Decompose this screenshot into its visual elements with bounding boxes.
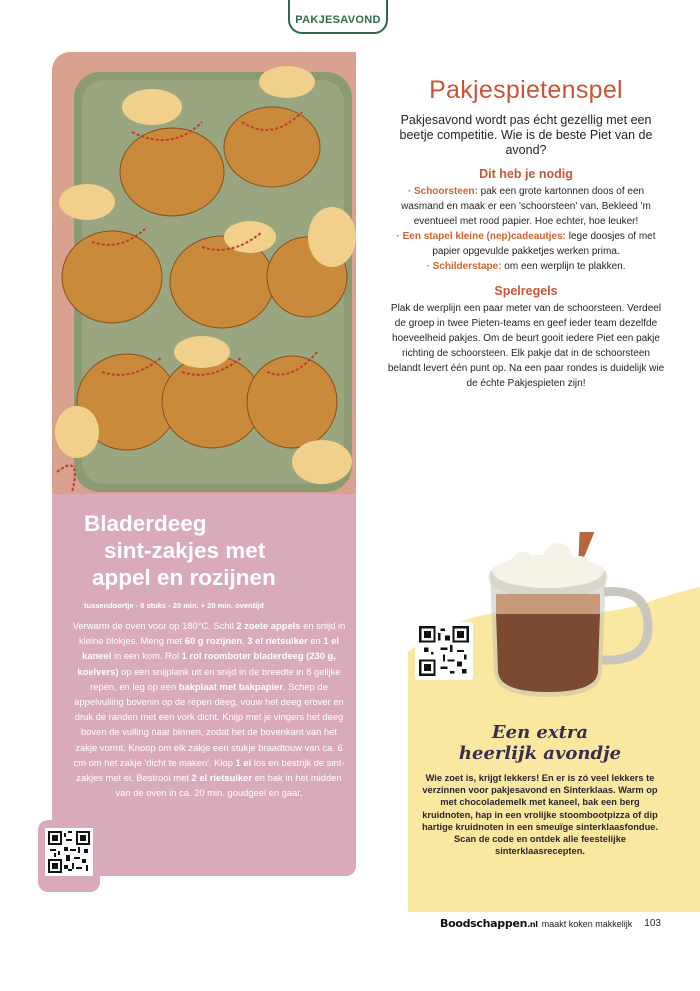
- game-title: Pakjespietenspel: [429, 76, 623, 104]
- needs-list: [386, 184, 666, 274]
- recipe-title: Bladerdeeg sint-zakjes met appel en rozijnen: [84, 511, 276, 590]
- needs-item: · Schilderstape: om een werplijn te plakken.: [426, 261, 626, 272]
- game-intro: Pakjesavond wordt pas écht gezellig met een beetje competitie. Wie is de beste Piet van de avond?: [399, 113, 653, 157]
- page-footer: [440, 917, 680, 930]
- footer-tagline: maakt koken makkelijk: [541, 918, 633, 929]
- instruction-text: op een snijplank uit en snijd in de breedte in 8 gelijke repen, en leg op een: [90, 665, 341, 692]
- recipe-meta: tussendoortje - 8 stuks - 20 min. + 20 min. oventijd: [84, 601, 264, 610]
- ingredient-text: 1 ei: [235, 756, 252, 768]
- instruction-text: en: [307, 635, 324, 647]
- ingredient-text: 1 rol roomboter bladerdeeg (230 g, koelvers): [77, 650, 336, 677]
- game-section: [386, 76, 666, 391]
- recipe-card: [52, 494, 356, 876]
- extra-body: Wie zoet is, krijgt lekkers! En er is zó veel lekkers te verzinnen voor pakjesavond en Sinterklaas. Warm op met chocolademelk met kaneel, bak een berg kruidnoten, hap in een vrolijke stoombootpizza of dip hartige kruidnoten in een smeuïge sinterklaasfondue. Scan de code en ontdek alle feestelijke sinterklaasrecepten.: [421, 773, 659, 857]
- instruction-text: en snijd in kleine blokjes. Meng met: [78, 620, 346, 647]
- instruction-text: los en bestrijk de sint-zakjes met ei. Bestrooi met: [76, 756, 345, 784]
- ingredient-text: 1 el kaneel: [82, 635, 340, 662]
- section-tab: PAKJESAVOND: [288, 0, 388, 34]
- extra-qr-code[interactable]: [415, 622, 473, 680]
- instruction-text: ,: [242, 635, 248, 647]
- pastry-photo: [52, 52, 356, 494]
- instruction-text: in een kom. Rol: [111, 650, 182, 662]
- needs-item: · Schoorsteen: pak een grote kartonnen doos of een wasmand en maak er een 'schoorsteen' van. Bekleed 'm eventueel met rood papier. Hoe echter, hoe leuker!: [401, 186, 651, 227]
- brand-logo: Boodschappen.nl: [440, 917, 538, 930]
- instruction-text: Verwarm de oven voor op 180°C. Schil: [72, 620, 237, 631]
- recipe-instructions: [70, 618, 348, 800]
- ingredient-text: 60 g rozijnen: [184, 635, 243, 647]
- rules-text: Plak de werplijn een paar meter van de schoorsteen. Verdeel de groep in twee Pieten-teams en geef ieder team dezelfde hoeveelheid pakjes. Om de beurt gooit iedere Piet een pakje richting de schoorsteen. Elk pakje dat in de schoorsteen belandt levert één punt op. Na een paar rondes is duidelijk wie de échte Pakjespieten zijn!: [387, 303, 665, 389]
- extra-title: Een extra heerlijk avondje: [458, 722, 622, 764]
- needs-heading: Dit heb je nodig: [479, 167, 573, 181]
- page-number: 103: [644, 918, 661, 929]
- recipe-qr-code[interactable]: [38, 820, 100, 892]
- ingredient-text: bakplaat met bakpapier: [178, 680, 283, 692]
- needs-item: · Een stapel kleine (nep)cadeautjes: lege doosjes of met papier opgevulde pakketjes werken prima.: [396, 231, 656, 257]
- ingredient-text: 2 zoete appels: [236, 620, 301, 631]
- instruction-text: . Schep de appelvulling bovenin op de repen deeg, vouw het deeg erover en druk de randen met een vork dicht. Knijp met je vingers het deeg boven de vulling naar binnen, zodat het de bovenkant van het zakje vormt. Knoop om elk zakje een stukje braadtouw van ca. 6 cm om het zakje 'dicht te maken'. Klop: [73, 680, 344, 768]
- ingredient-text: 2 el rietsuiker: [191, 772, 252, 784]
- instruction-text: en bak in het midden van de oven in ca. 20 min. goudgeel en gaar.: [115, 772, 342, 799]
- ingredient-text: 3 el rietsuiker: [247, 635, 308, 647]
- rules-heading: Spelregels: [494, 284, 558, 298]
